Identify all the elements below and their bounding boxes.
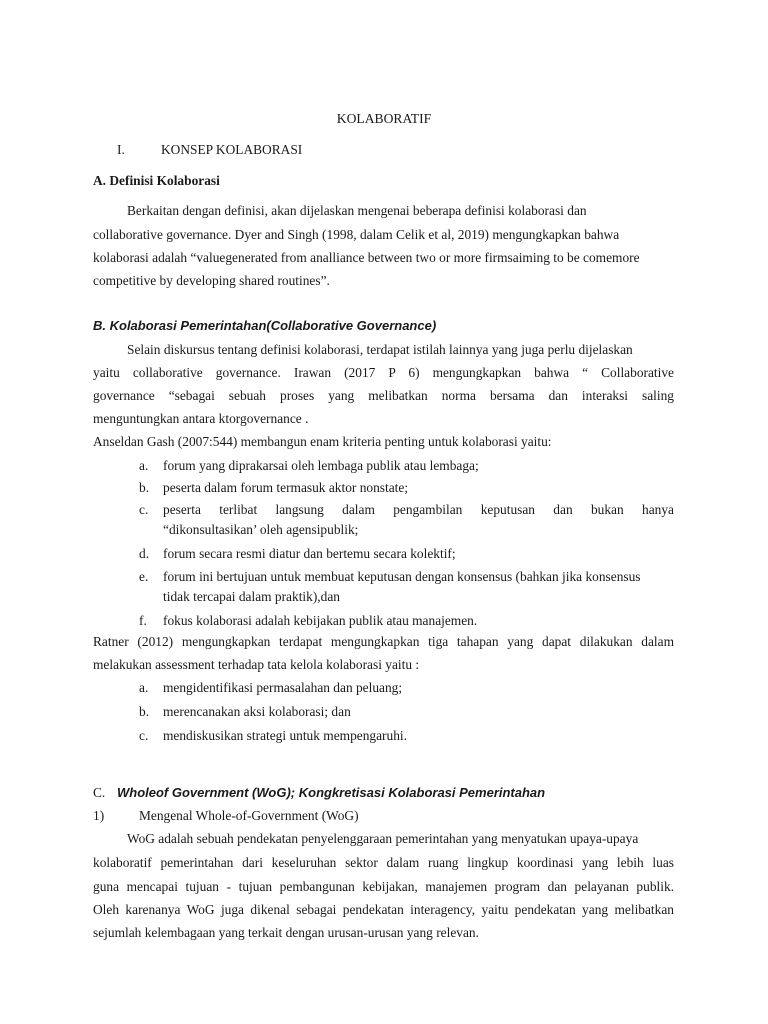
list-marker: d. <box>139 546 150 561</box>
paragraph-line: menguntungkan antara ktorgovernance . <box>93 411 309 426</box>
list-item: mengidentifikasi permasalahan dan peluang; <box>163 680 403 695</box>
list-marker: b. <box>139 480 150 495</box>
paragraph-line-justified: yaitu collaborative governance. Irawan (2017 P 6) mengungkapkan bahwa “ Collaborative <box>93 365 674 380</box>
section-number: I. <box>117 142 125 157</box>
document-title: KOLABORATIF <box>336 111 432 126</box>
heading-whole-of-government: Wholeof Government (WoG); Kongkretisasi Kolaborasi Pemerintahan <box>117 785 546 800</box>
paragraph-line: WoG adalah sebuah pendekatan penyelenggaraan pemerintahan yang menyatukan upaya-upaya <box>127 831 639 846</box>
section-title: KONSEP KOLABORASI <box>161 142 303 157</box>
list-item: mendiskusikan strategi untuk mempengaruhi. <box>163 728 407 743</box>
paragraph-line-justified: governance “sebagai sebuah proses yang melibatkan norma bersama dan interaksi saling <box>93 388 674 403</box>
list-item-continued: “dikonsultasikan’ oleh agensipublik; <box>163 522 359 537</box>
subsection-number: 1) <box>93 808 105 823</box>
section-number: C. <box>93 785 106 800</box>
heading-definisi-kolaborasi: A. Definisi Kolaborasi <box>93 173 220 188</box>
list-item: forum secara resmi diatur dan bertemu secara kolektif; <box>163 546 456 561</box>
paragraph-line-justified: Ratner (2012) mengungkapkan terdapat mengungkapkan tiga tahapan yang dapat dilakukan dalam <box>93 634 674 649</box>
heading-collaborative-governance: B. Kolaborasi Pemerintahan(Collaborative Governance) <box>93 318 437 333</box>
list-item: peserta terlibat langsung dalam pengambilan keputusan dan bukan hanya <box>163 502 674 517</box>
list-item: forum ini bertujuan untuk membuat keputusan dengan konsensus (bahkan jika konsensus <box>163 569 641 584</box>
paragraph-line: Berkaitan dengan definisi, akan dijelaskan mengenai beberapa definisi kolaborasi dan <box>127 203 587 218</box>
list-marker: e. <box>139 569 149 584</box>
list-item-continued: tidak tercapai dalam praktik),dan <box>163 589 340 604</box>
list-marker: b. <box>139 704 150 719</box>
list-marker: f. <box>139 613 147 628</box>
list-marker: a. <box>139 680 149 695</box>
paragraph-line: Anseldan Gash (2007:544) membangun enam kriteria penting untuk kolaborasi yaitu: <box>93 434 552 449</box>
list-marker: a. <box>139 458 149 473</box>
paragraph-line: collaborative governance. Dyer and Singh (1998, dalam Celik et al, 2019) mengungkapkan bahwa <box>93 227 620 242</box>
paragraph-line: melakukan assessment terhadap tata kelola kolaborasi yaitu : <box>93 657 420 672</box>
paragraph-line-justified: kolaboratif pemerintahan dari keseluruhan sektor dalam ruang lingkup koordinasi yang lebih luas <box>93 855 674 870</box>
subsection-title: Mengenal Whole-of-Government (WoG) <box>139 808 359 823</box>
paragraph-line: Selain diskursus tentang definisi kolaborasi, terdapat istilah lainnya yang juga perlu dijelaskan <box>127 342 633 357</box>
list-item: fokus kolaborasi adalah kebijakan publik atau manajemen. <box>163 613 478 628</box>
list-item: peserta dalam forum termasuk aktor nonstate; <box>163 480 409 495</box>
list-item: forum yang diprakarsai oleh lembaga publik atau lembaga; <box>163 458 479 473</box>
list-item: merencanakan aksi kolaborasi; dan <box>163 704 351 719</box>
paragraph-line: sejumlah kelembagaan yang terkait dengan urusan-urusan yang relevan. <box>93 925 479 940</box>
list-marker: c. <box>139 728 149 743</box>
paragraph-line: competitive by developing shared routines”. <box>93 273 330 288</box>
list-marker: c. <box>139 502 149 517</box>
paragraph-line-justified: Oleh karenanya WoG juga dikenal sebagai pendekatan interagency, yaitu pendekatan yang melibatkan <box>93 902 674 917</box>
paragraph-line-justified: guna mencapai tujuan - tujuan pembangunan kebijakan, manajemen program dan pelayanan publik. <box>93 879 674 894</box>
paragraph-line: kolaborasi adalah “valuegenerated from analliance between two or more firmsaiming to be comemore <box>93 250 640 265</box>
